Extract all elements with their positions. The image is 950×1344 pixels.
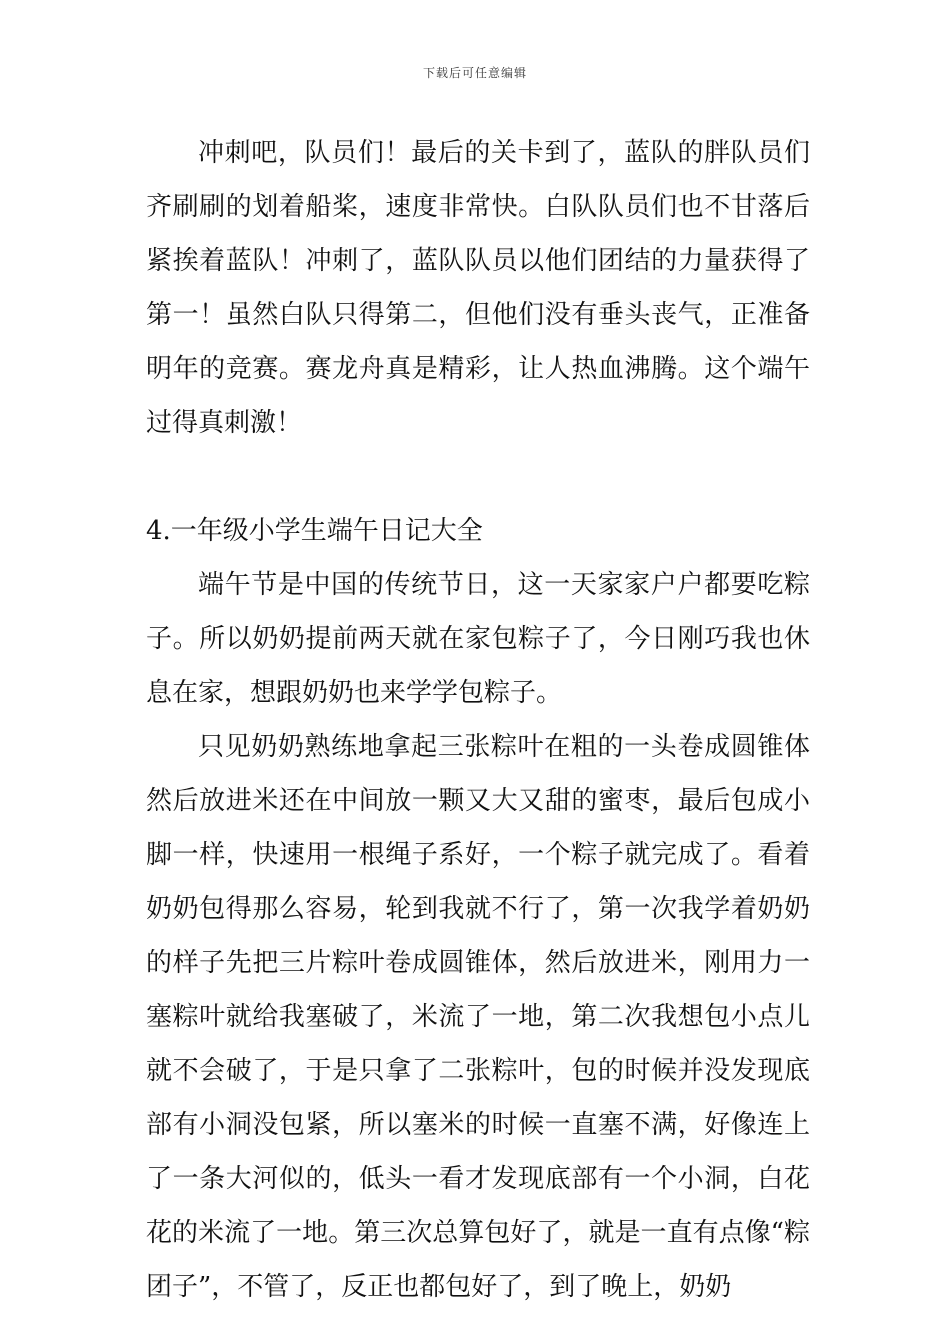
paragraph-dragon-boat-race: 冲刺吧，队员们！最后的关卡到了，蓝队的胖队员们齐刷刷的划着船桨，速度非常快。白队队员们也不甘落后紧挨着蓝队！冲刺了，蓝队队员以他们团结的力量获得了第一！虽然白队只得第二，但他们没有垂头丧气，正准备明年的竞赛。赛龙舟真是精彩，让人热血沸腾。这个端午过得真刺激！ [146,138,810,438]
document-body [146,126,810,1314]
paragraph-dragon-boat-festival: 端午节是中国的传统节日，这一天家家户户都要吃粽子。所以奶奶提前两天就在家包粽子了，今日刚巧我也休息在家，想跟奶奶也来学学包粽子。 [146,570,810,708]
section-heading: 4.一年级小学生端午日记大全 [146,516,483,546]
header-note: 下载后可任意编辑 [422,66,527,80]
paragraph-making-zongzi: 只见奶奶熟练地拿起三张粽叶在粗的一头卷成圆锥体然后放进米还在中间放一颗又大又甜的蜜枣，最后包成小脚一样，快速用一根绳子系好，一个粽子就完成了。看着奶奶包得那么容易，轮到我就不行了，第一次我学着奶奶的样子先把三片粽叶卷成圆锥体，然后放进米，刚用力一塞粽叶就给我塞破了，米流了一地，第二次我想包小点儿就不会破了，于是只拿了二张粽叶，包的时候并没发现底部有小洞没包紧，所以塞米的时候一直塞不满，好像连上了一条大河似的，低头一看才发现底部有一个小洞，白花花的米流了一地。第三次总算包好了，就是一直有点像“粽团子”，不管了，反正也都包好了，到了晚上，奶奶 [146,732,810,1302]
